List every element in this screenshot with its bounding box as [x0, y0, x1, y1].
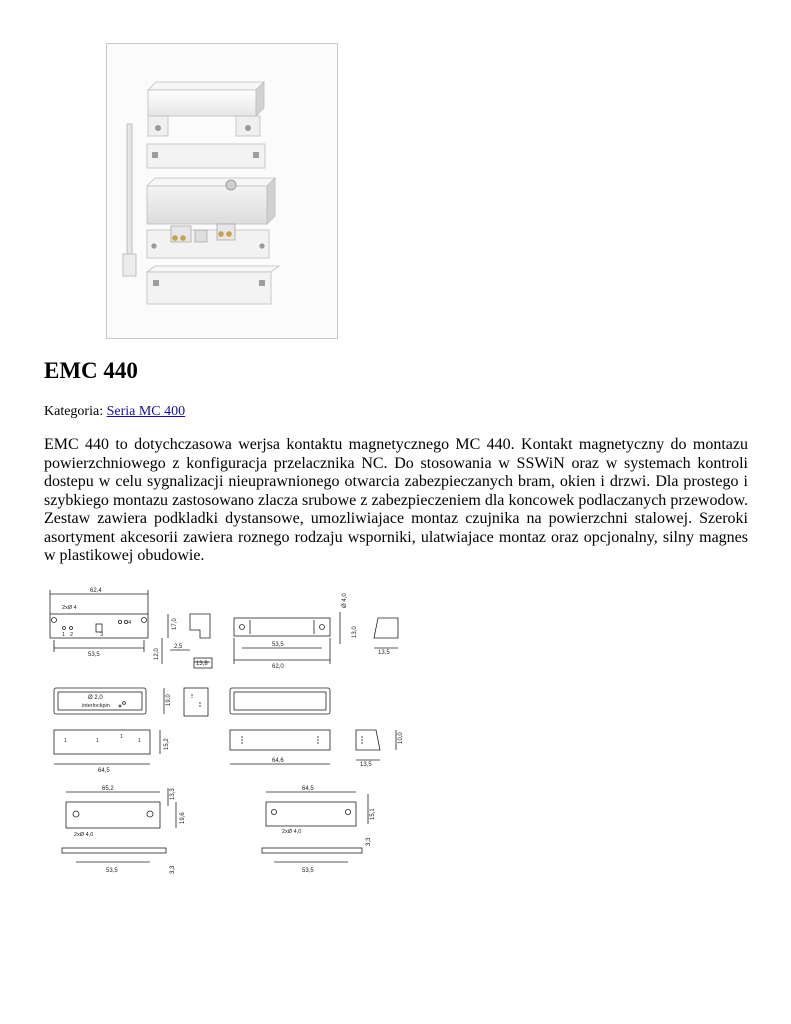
spacer-plate-bottom	[147, 266, 279, 304]
right-spacer-side-view	[262, 848, 362, 853]
dim-magnet-side-width: 13,5	[378, 650, 390, 656]
right-spacer-top-view	[266, 802, 356, 826]
terminal-base	[147, 224, 269, 258]
dim-total-width: 62,4	[90, 588, 102, 594]
terminal-1: 1	[62, 632, 66, 638]
dim-side-offset: 2,5	[174, 644, 183, 650]
dim-left-spacing: 53,5	[106, 868, 118, 874]
dim-right-width: 64,5	[302, 786, 314, 792]
dim-height: 17,0	[172, 618, 178, 630]
dim-left-height: 13,3	[170, 788, 176, 800]
dim-hole-spacing: 53,5	[88, 652, 100, 658]
dim-left-inner-height: 19,6	[180, 812, 186, 824]
dim-magnet-spacing: 53,5	[272, 642, 284, 648]
dim-magnet-height: 13,0	[352, 626, 358, 638]
left-spacer-top-view	[66, 802, 160, 828]
dim-side-width: 13,8	[196, 661, 208, 667]
dim-holes: 2xØ 4	[62, 605, 77, 611]
magnet-top-view	[234, 618, 330, 636]
dim-front-width: 64,5	[98, 768, 110, 774]
spacer-plate	[147, 144, 265, 168]
dim-magnet-front-height: 10,0	[398, 732, 404, 744]
magnet-side-view-2	[356, 730, 380, 750]
dimension-drawing	[44, 584, 410, 880]
cable-tie	[123, 124, 136, 276]
left-spacer-side-view	[62, 848, 166, 853]
magnet-front-view	[230, 730, 330, 750]
label-interlockpin: interlockpin	[82, 703, 110, 709]
mark-2: 1	[96, 738, 99, 744]
dim-left-holes: 2xØ 4,0	[74, 832, 94, 838]
product-title: EMC 440	[44, 358, 138, 383]
dim-magnet-width: 62,0	[272, 664, 284, 670]
mark-4: 1	[138, 738, 141, 744]
magnet-housing	[148, 82, 264, 136]
dim-left-width: 65,2	[102, 786, 114, 792]
terminal-4: 4	[128, 620, 132, 626]
product-photo	[106, 43, 338, 339]
dim-right-holes: 2xØ 4,0	[282, 829, 302, 835]
mark-3: 1	[120, 734, 123, 740]
dim-front-height: 15,2	[164, 738, 170, 750]
dim-left-thickness: 3,3	[170, 865, 176, 874]
category-label: Kategoria:	[44, 404, 104, 419]
mark-1: 1	[64, 738, 67, 744]
dim-right-thickness: 3,3	[366, 837, 372, 846]
terminal-3: 3	[100, 632, 104, 638]
dim-magnet-hole: Ø 4,0	[342, 593, 348, 608]
magnet-side-view	[374, 618, 398, 638]
contact-front-view	[54, 730, 150, 754]
contact-housing	[147, 178, 275, 224]
product-description: EMC 440 to dotychczasowa werjsa kontaktu magnetycznego MC 440. Kontakt magnetyczny do montazu powierzchniowego z konfiguracja przelacznika NC. Do stosowania w SSWiN oraz w systemach kontroli dostepu w celu sygnalizacji nieuprawnionego otwarcia zabezpieczanych bram, okien i drzwi. Dla prostego i szybkiego montazu zastosowano zlacza srubowe z zabezpieczeniem dla koncowek podlaczanych przewodow. Zestaw zawiera podkladki dystansowe, umozliwiajace montaz czujnika na powierzchni stalowej. Szeroki asortyment akcesorii zawiera roznego rodzaju wsporniki, ulatwiajace montaz oraz opcjonalny, silny magnes w plastikowej obudowie.	[44, 436, 748, 564]
terminal-2: 2	[70, 632, 74, 638]
dim-bottom-hole: Ø 2,0	[88, 695, 103, 701]
dim-depth: 12,0	[154, 648, 160, 660]
dim-magnet-side-width-2: 13,5	[360, 762, 372, 768]
dim-right-spacing: 53,5	[302, 868, 314, 874]
dim-right-height: 15,1	[370, 808, 376, 820]
dim-magnet-front-width: 64,6	[272, 758, 284, 764]
contact-side-view	[190, 614, 210, 638]
dim-bottom-height: 19,0	[166, 694, 172, 706]
category-line	[44, 403, 185, 421]
category-link[interactable]: Seria MC 400	[106, 404, 186, 419]
